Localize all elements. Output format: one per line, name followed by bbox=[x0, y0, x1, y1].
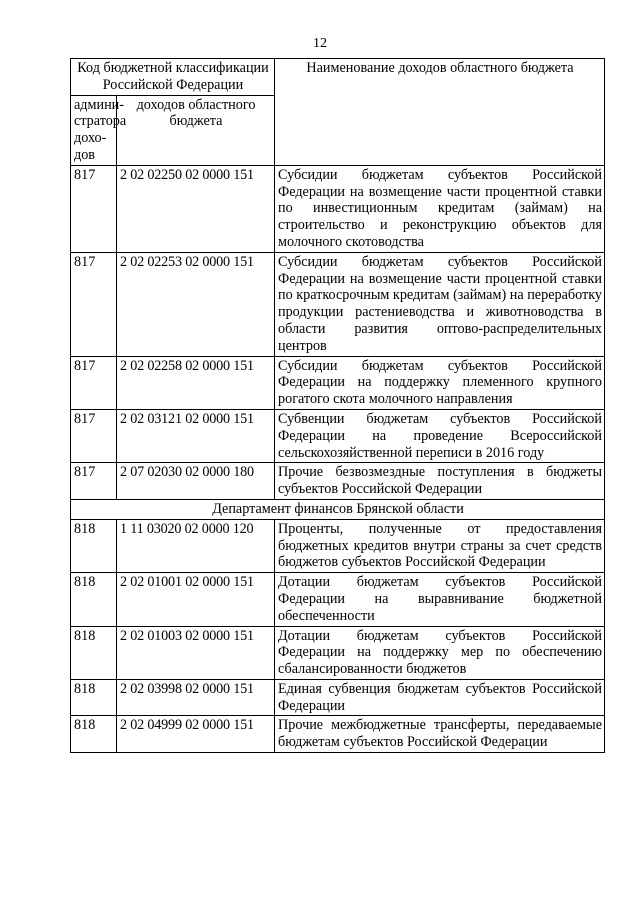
admin-code: 817 bbox=[71, 409, 117, 462]
income-description: Субвенции бюджетам субъектов Российской Федерации на проведение Всероссийской сельскохозяйственной переписи в 2016 году bbox=[275, 409, 605, 462]
table-row bbox=[71, 356, 605, 409]
income-code: 2 02 03998 02 0000 151 bbox=[117, 679, 275, 716]
table-row bbox=[71, 463, 605, 500]
table-row bbox=[71, 252, 605, 356]
income-description: Субсидии бюджетам субъектов Российской Федерации на возмещение части процентной ставки по краткосрочным кредитам (займам) на переработку продукции растениеводства и животноводства в области развития оптово-распределительных центров bbox=[275, 252, 605, 356]
income-description: Субсидии бюджетам субъектов Российской Федерации на поддержку племенного крупного рогатого скота молочного направления bbox=[275, 356, 605, 409]
table-row bbox=[71, 626, 605, 679]
income-code: 2 02 01001 02 0000 151 bbox=[117, 573, 275, 626]
income-code: 2 02 04999 02 0000 151 bbox=[117, 716, 275, 753]
admin-code: 818 bbox=[71, 716, 117, 753]
income-code: 2 02 02253 02 0000 151 bbox=[117, 252, 275, 356]
income-description: Единая субвенция бюджетам субъектов Российской Федерации bbox=[275, 679, 605, 716]
budget-classification-table bbox=[70, 58, 605, 753]
income-code: 2 02 02258 02 0000 151 bbox=[117, 356, 275, 409]
page-number: 12 bbox=[313, 36, 327, 51]
admin-code: 817 bbox=[71, 356, 117, 409]
income-description: Дотации бюджетам субъектов Российской Федерации на выравнивание бюджетной обеспеченности bbox=[275, 573, 605, 626]
income-description: Дотации бюджетам субъектов Российской Федерации на поддержку мер по обеспечению сбалансированности бюджетов bbox=[275, 626, 605, 679]
admin-code: 818 bbox=[71, 626, 117, 679]
header-income-code: доходов областного бюджета bbox=[117, 95, 275, 165]
table-row bbox=[71, 409, 605, 462]
admin-code: 818 bbox=[71, 573, 117, 626]
income-description: Субсидии бюджетам субъектов Российской Федерации на возмещение части процентной ставки по инвестиционным кредитам (займам) на строительство и реконструкцию объектов для молочного скотоводства bbox=[275, 165, 605, 252]
table-row bbox=[71, 573, 605, 626]
table-row bbox=[71, 679, 605, 716]
admin-code: 818 bbox=[71, 679, 117, 716]
admin-code: 817 bbox=[71, 463, 117, 500]
income-code: 2 07 02030 02 0000 180 bbox=[117, 463, 275, 500]
income-description: Прочие межбюджетные трансферты, передаваемые бюджетам субъектов Российской Федерации bbox=[275, 716, 605, 753]
header-row-group bbox=[71, 59, 605, 96]
income-code: 2 02 01003 02 0000 151 bbox=[117, 626, 275, 679]
table-row bbox=[71, 165, 605, 252]
admin-code: 818 bbox=[71, 519, 117, 572]
income-code: 1 11 03020 02 0000 120 bbox=[117, 519, 275, 572]
table-row bbox=[71, 716, 605, 753]
table-row bbox=[71, 519, 605, 572]
income-description: Прочие безвозмездные поступления в бюджеты субъектов Российской Федерации bbox=[275, 463, 605, 500]
header-income-name: Наименование доходов областного бюджета bbox=[275, 59, 605, 166]
section-title: Департамент финансов Брянской области bbox=[71, 499, 605, 519]
admin-code: 817 bbox=[71, 165, 117, 252]
income-code: 2 02 03121 02 0000 151 bbox=[117, 409, 275, 462]
income-description: Проценты, полученные от предоставления бюджетных кредитов внутри страны за счет средств бюджетов субъектов Российской Федерации bbox=[275, 519, 605, 572]
header-classification-code: Код бюджетной классификации Российской Федерации bbox=[71, 59, 275, 96]
section-row bbox=[71, 499, 605, 519]
admin-code: 817 bbox=[71, 252, 117, 356]
header-administrator: админи-стратора дохо-дов bbox=[71, 95, 117, 165]
income-code: 2 02 02250 02 0000 151 bbox=[117, 165, 275, 252]
